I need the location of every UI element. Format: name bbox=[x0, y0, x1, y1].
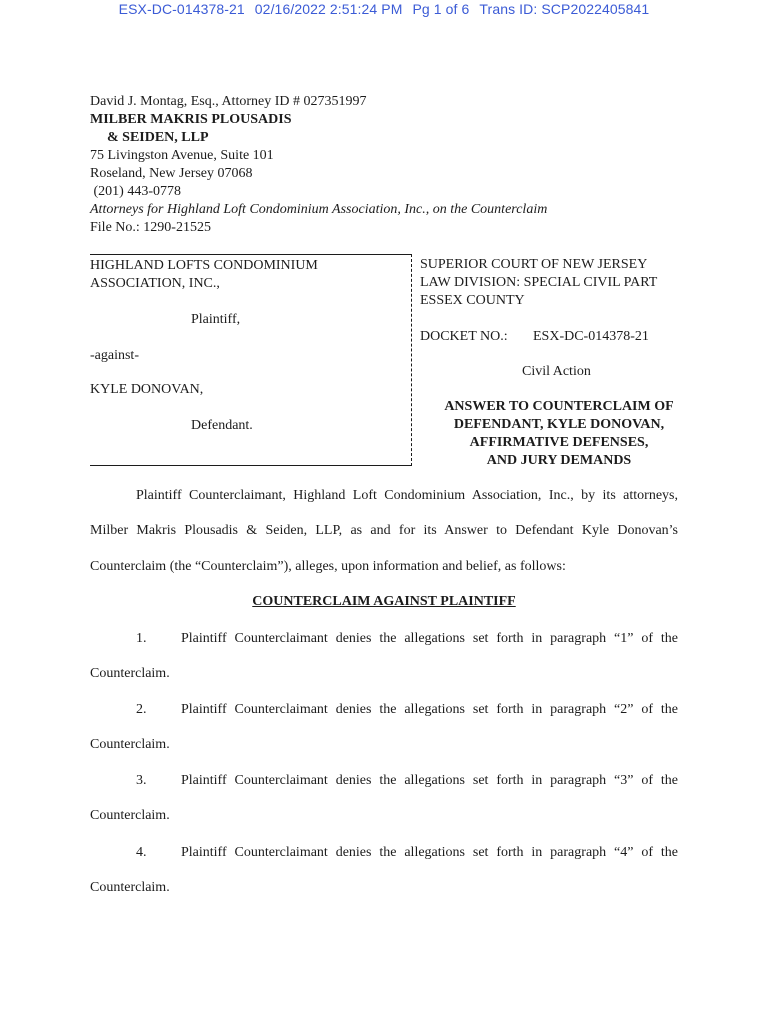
plaintiff-name-line1: HIGHLAND LOFTS CONDOMINIUM bbox=[90, 258, 318, 273]
title-line2: DEFENDANT, KYLE DONOVAN, bbox=[453, 417, 665, 432]
caption-parties-box bbox=[90, 254, 412, 466]
title-line3: AFFIRMATIVE DEFENSES, bbox=[469, 435, 649, 450]
paragraph-text-4: Plaintiff Counterclaimant denies the allegations set forth in paragraph “4” of the bbox=[181, 845, 678, 860]
firm-name-line1: MILBER MAKRIS PLOUSADIS bbox=[90, 112, 292, 127]
attorney-block bbox=[90, 93, 547, 237]
paragraph-text-3: Plaintiff Counterclaimant denies the allegations set forth in paragraph “3” of the bbox=[181, 773, 678, 788]
paragraph-text-1: Plaintiff Counterclaimant denies the allegations set forth in paragraph “1” of the bbox=[181, 631, 678, 646]
paragraph-number-4: 4. bbox=[136, 845, 147, 860]
docket-label: DOCKET NO.: bbox=[420, 329, 508, 344]
intro-line3: Counterclaim (the “Counterclaim”), alleges, upon information and belief, as follows: bbox=[90, 559, 566, 574]
docket-value: ESX-DC-014378-21 bbox=[533, 329, 649, 344]
intro-line1: Plaintiff Counterclaimant, Highland Loft Condominium Association, Inc., by its attorneys, bbox=[136, 488, 678, 503]
firm-name-line2: & SEIDEN, LLP bbox=[107, 130, 209, 145]
paragraph-number-1: 1. bbox=[136, 631, 147, 646]
section-heading: COUNTERCLAIM AGAINST PLAINTIFF bbox=[252, 594, 516, 609]
plaintiff-name-line2: ASSOCIATION, INC., bbox=[90, 276, 220, 291]
stamp-page: Pg 1 of 6 bbox=[412, 1, 470, 17]
firm-address2: Roseland, New Jersey 07068 bbox=[90, 166, 253, 181]
title-line1: ANSWER TO COUNTERCLAIM OF bbox=[444, 399, 674, 414]
firm-address1: 75 Livingston Avenue, Suite 101 bbox=[90, 148, 274, 163]
paragraph-text-2: Plaintiff Counterclaimant denies the allegations set forth in paragraph “2” of the bbox=[181, 702, 678, 717]
paragraph-continuation-1: Counterclaim. bbox=[90, 666, 170, 681]
stamp-trans-id: Trans ID: SCP2022405841 bbox=[479, 1, 650, 17]
filing-stamp bbox=[0, 1, 768, 17]
attorneys-for: Attorneys for Highland Loft Condominium Association, Inc., on the Counterclaim bbox=[90, 202, 548, 217]
court-line3: ESSEX COUNTY bbox=[420, 293, 525, 308]
intro-line2: Milber Makris Plousadis & Seiden, LLP, as and for its Answer to Defendant Kyle Donovan’s bbox=[90, 523, 678, 538]
file-number: File No.: 1290-21525 bbox=[90, 220, 211, 235]
paragraph-continuation-2: Counterclaim. bbox=[90, 737, 170, 752]
firm-phone: (201) 443-0778 bbox=[90, 184, 181, 199]
civil-action: Civil Action bbox=[522, 364, 591, 379]
attorney-name: David J. Montag, Esq., Attorney ID # 027351997 bbox=[90, 94, 367, 109]
title-line4: AND JURY DEMANDS bbox=[486, 453, 632, 468]
paragraph-number-3: 3. bbox=[136, 773, 147, 788]
plaintiff-role: Plaintiff, bbox=[191, 312, 241, 327]
stamp-docket: ESX-DC-014378-21 bbox=[118, 1, 245, 17]
document-title bbox=[420, 398, 698, 470]
stamp-datetime: 02/16/2022 2:51:24 PM bbox=[254, 1, 403, 17]
against-label: -against- bbox=[90, 348, 139, 363]
defendant-name: KYLE DONOVAN, bbox=[90, 382, 204, 397]
court-line1: SUPERIOR COURT OF NEW JERSEY bbox=[420, 257, 648, 272]
paragraph-number-2: 2. bbox=[136, 702, 147, 717]
paragraph-continuation-3: Counterclaim. bbox=[90, 808, 170, 823]
court-line2: LAW DIVISION: SPECIAL CIVIL PART bbox=[420, 275, 658, 290]
paragraph-continuation-4: Counterclaim. bbox=[90, 880, 170, 895]
defendant-role: Defendant. bbox=[191, 418, 253, 433]
